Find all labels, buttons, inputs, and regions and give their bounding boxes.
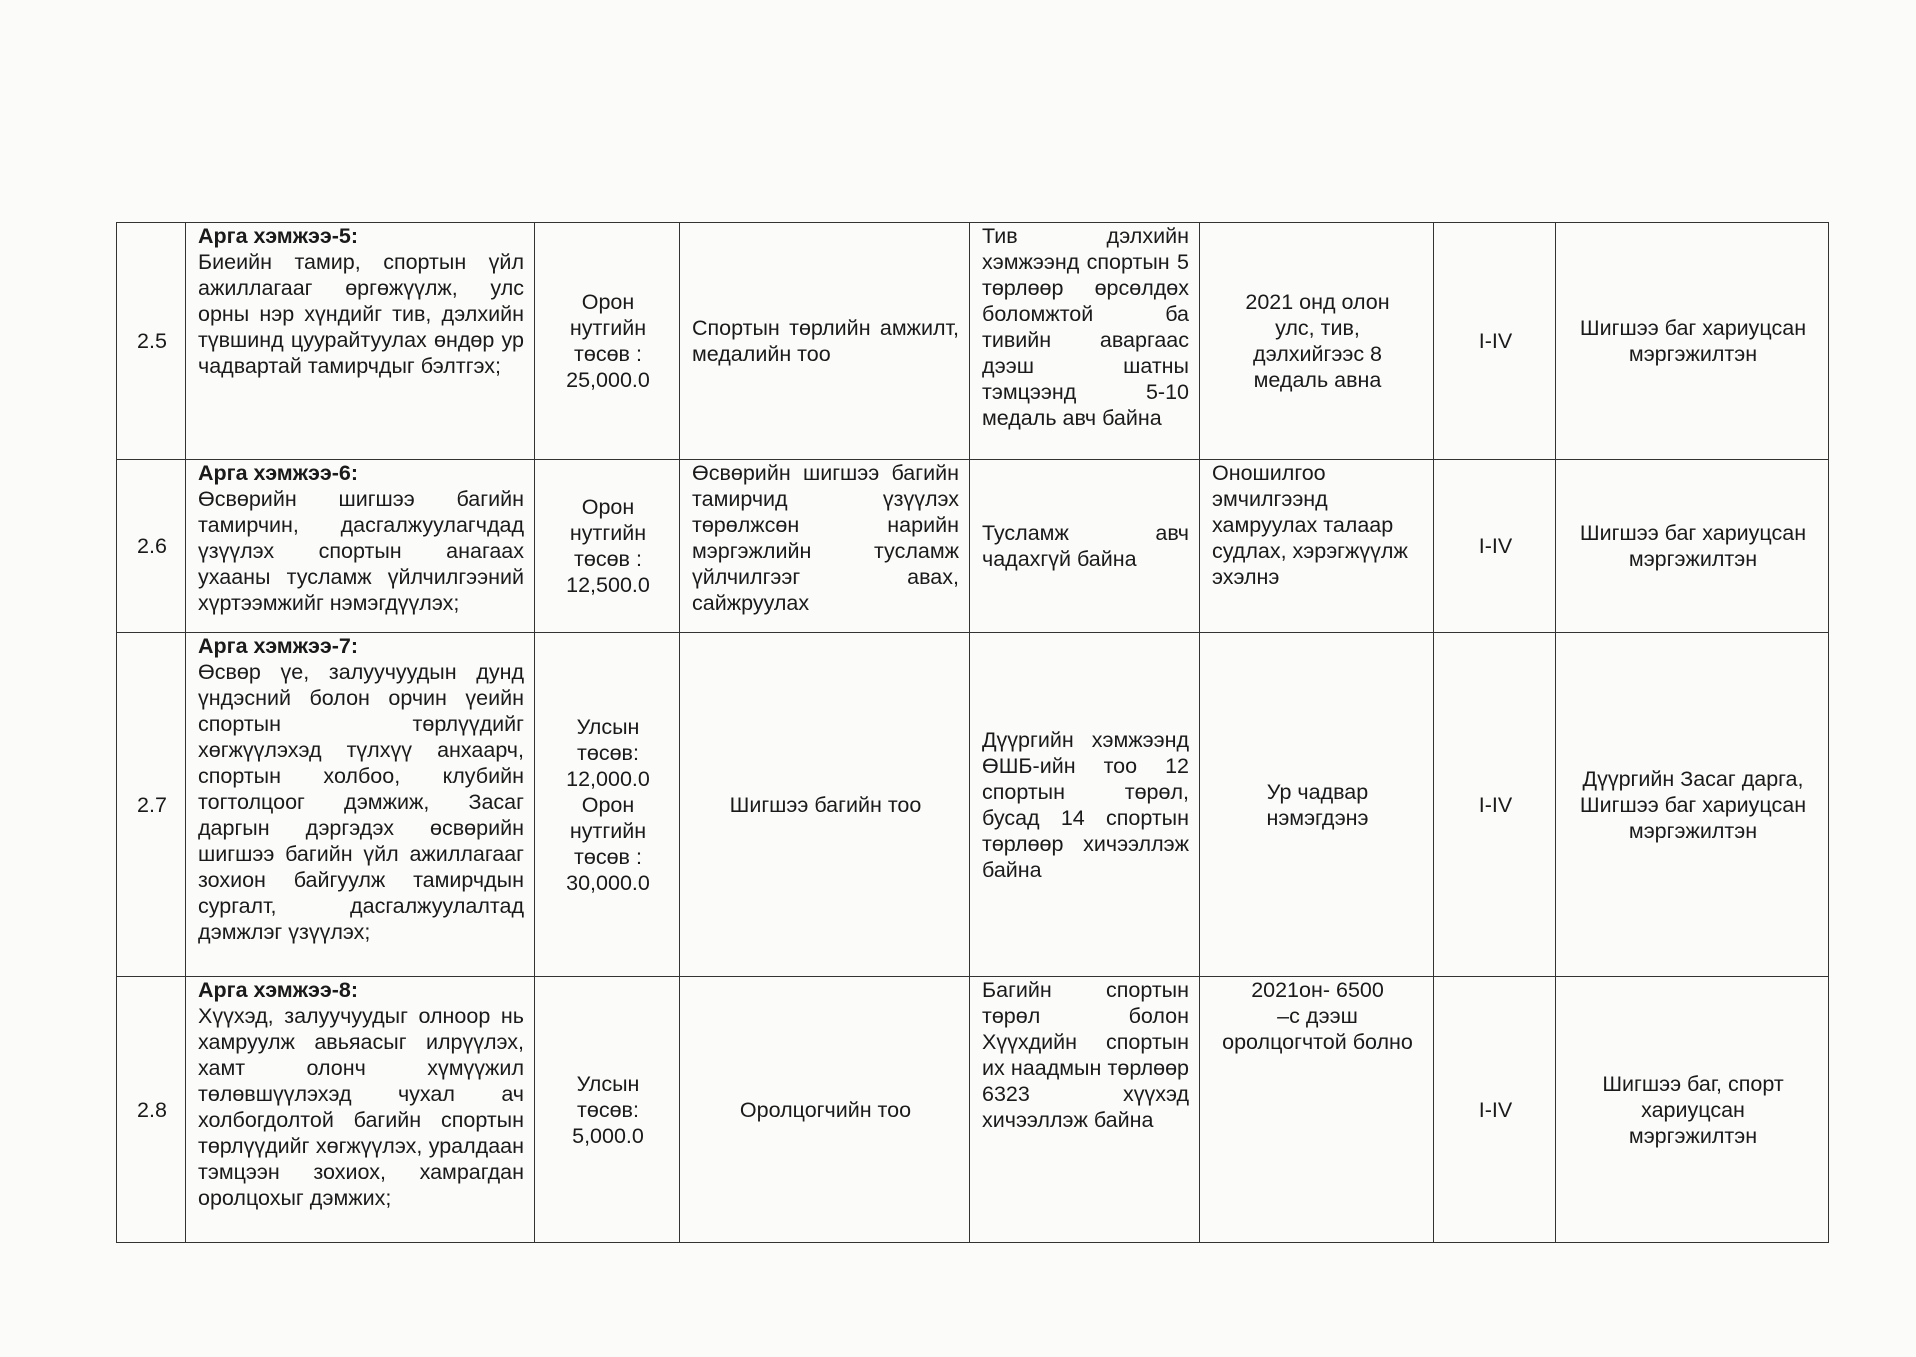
target-line: улс, тив, bbox=[1275, 316, 1360, 340]
funding-line: төсөв: bbox=[577, 1097, 639, 1122]
funding-line: нутгийн bbox=[569, 818, 647, 843]
period-cell: I-IV bbox=[1434, 223, 1556, 460]
action-cell bbox=[186, 223, 535, 460]
responsible-cell bbox=[1556, 223, 1829, 460]
funding-cell bbox=[535, 977, 680, 1243]
table-row bbox=[117, 633, 1829, 977]
action-cell bbox=[186, 977, 535, 1243]
funding-line: төсөв : bbox=[574, 844, 642, 869]
target-line: –с дээш bbox=[1277, 1004, 1358, 1028]
baseline-cell: Тив дэлхийн хэмжээнд спортын 5 төрлөөр өрсөлдөх боломжтой ба тивийн аваргаас дээш шатны тэмцээнд 5-10 медаль авч байна bbox=[970, 223, 1200, 460]
funding-line: 12,500.0 bbox=[566, 573, 650, 597]
target-line: оролцогчтой болно bbox=[1222, 1030, 1413, 1054]
responsible-line: Шигшээ баг хариуцсан bbox=[1579, 316, 1807, 340]
target-cell: Оношилгоо эмчилгээнд хамруулах талаар судлах, хэрэгжүүлж эхэлнэ bbox=[1200, 460, 1434, 633]
funding-line: төсөв : bbox=[574, 547, 642, 571]
responsible-line: мэргэжилтэн bbox=[1628, 547, 1758, 571]
responsible-line: Шигшээ баг хариуцсан bbox=[1579, 792, 1807, 817]
funding-line: нутгийн bbox=[569, 521, 647, 545]
action-text: Биеийн тамир, спортын үйл ажиллагааг өргөжүүлж, улс орны нэр хүндийг тив, дэлхийн түвшинд цуурайтуулах өндөр ур чадвартай тамирчдыг бэлтгэх; bbox=[198, 250, 524, 378]
action-text: Хүүхэд, залуучуудыг олноор нь хамруулж авьяасыг илрүүлэх, хамт олонч хүмүүжил төлөвшүүлэхэд чухал ач холбогдолтой багийн спортын төрлүүдийг хөгжүүлэх, уралдаан тэмцээн зохиох, хамрагдан оролцохыг дэмжих; bbox=[198, 1004, 524, 1210]
funding-line: 5,000.0 bbox=[572, 1123, 644, 1148]
responsible-line: Дүүргийн Засаг дарга, bbox=[1582, 766, 1804, 791]
responsible-line: Шигшээ баг хариуцсан bbox=[1579, 521, 1807, 545]
target-line: 2021он- 6500 bbox=[1251, 978, 1384, 1002]
period-cell: I-IV bbox=[1434, 460, 1556, 633]
row-number: 2.7 bbox=[117, 633, 186, 977]
baseline-cell: Дүүргийн хэмжээнд ӨШБ-ийн тоо 12 спортын төрөл, бусад 14 спортын төрлөөр хичээллэж байна bbox=[970, 633, 1200, 977]
action-title: Арга хэмжээ-5: bbox=[198, 224, 358, 248]
baseline-cell: Тусламж авч чадахгүй байна bbox=[970, 460, 1200, 633]
action-plan-table bbox=[116, 222, 1829, 1243]
responsible-cell bbox=[1556, 977, 1829, 1243]
funding-line: Орон bbox=[581, 495, 635, 519]
responsible-cell bbox=[1556, 460, 1829, 633]
funding-line: Орон bbox=[581, 290, 635, 314]
target-cell bbox=[1200, 223, 1434, 460]
baseline-cell: Багийн спортын төрөл болон Хүүхдийн спортын их наадмын төрлөөр 6323 хүүхэд хичээллэж байна bbox=[970, 977, 1200, 1243]
action-text: Өсвөрийн шигшээ багийн тамирчин, дасгалжуулагчдад үзүүлэх спортын анагаах ухааны тусламж үйлчилгээний хүртээмжийг нэмэгдүүлэх; bbox=[198, 487, 524, 615]
indicator-cell: Шигшээ багийн тоо bbox=[680, 633, 970, 977]
target-cell bbox=[1200, 977, 1434, 1243]
responsible-line: мэргэжилтэн bbox=[1628, 818, 1758, 843]
funding-cell bbox=[535, 633, 680, 977]
funding-line: 25,000.0 bbox=[566, 368, 650, 392]
target-cell bbox=[1200, 633, 1434, 977]
row-number: 2.8 bbox=[117, 977, 186, 1243]
funding-cell bbox=[535, 223, 680, 460]
responsible-line: мэргэжилтэн bbox=[1628, 342, 1758, 366]
action-cell bbox=[186, 633, 535, 977]
table-row bbox=[117, 977, 1829, 1243]
target-line: 2021 онд олон bbox=[1245, 290, 1390, 314]
action-title: Арга хэмжээ-7: bbox=[198, 634, 358, 658]
action-cell bbox=[186, 460, 535, 633]
indicator-cell: Оролцогчийн тоо bbox=[680, 977, 970, 1243]
row-number: 2.6 bbox=[117, 460, 186, 633]
responsible-line: Шигшээ баг, спорт bbox=[1602, 1071, 1784, 1096]
action-title: Арга хэмжээ-6: bbox=[198, 461, 358, 485]
row-number: 2.5 bbox=[117, 223, 186, 460]
target-line: Ур чадвар bbox=[1266, 779, 1369, 804]
funding-line: 30,000.0 bbox=[566, 870, 650, 895]
funding-line: 12,000.0 bbox=[566, 766, 650, 791]
responsible-line: хариуцсан bbox=[1641, 1097, 1745, 1122]
funding-line: нутгийн bbox=[569, 316, 647, 340]
indicator-cell: Спортын төрлийн амжилт, медалийн тоо bbox=[680, 223, 970, 460]
target-line: дэлхийгээс 8 bbox=[1252, 342, 1383, 366]
funding-cell bbox=[535, 460, 680, 633]
funding-line: Орон bbox=[581, 792, 635, 817]
funding-line: Улсын bbox=[576, 1071, 640, 1096]
indicator-cell: Өсвөрийн шигшээ багийн тамирчид үзүүлэх төрөлжсөн нарийн мэргэжлийн тусламж үйлчилгээг авах, сайжруулах bbox=[680, 460, 970, 633]
target-line: нэмэгдэнэ bbox=[1266, 805, 1369, 830]
period-cell: I-IV bbox=[1434, 977, 1556, 1243]
responsible-line: мэргэжилтэн bbox=[1628, 1123, 1758, 1148]
action-title: Арга хэмжээ-8: bbox=[198, 978, 358, 1002]
funding-line: төсөв : bbox=[574, 342, 642, 366]
table-row bbox=[117, 223, 1829, 460]
table-row bbox=[117, 460, 1829, 633]
target-line: медаль авна bbox=[1253, 368, 1382, 392]
funding-line: Улсын bbox=[576, 714, 640, 739]
funding-line: төсөв: bbox=[577, 740, 639, 765]
action-text: Өсвөр үе, залуучуудын дунд үндэсний болон орчин үеийн спортын төрлүүдийг хөгжүүлэхэд түлхүү анхаарч, спортын холбоо, клубийн тогтолцоог дэмжиж, Засаг даргын дэргэдэх өсвөрийн шигшээ багийн үйл ажиллагааг зохион байгуулж тамирчдын сургалт, дасгалжуулалтад дэмжлэг үзүүлэх; bbox=[198, 660, 524, 944]
responsible-cell bbox=[1556, 633, 1829, 977]
period-cell: I-IV bbox=[1434, 633, 1556, 977]
